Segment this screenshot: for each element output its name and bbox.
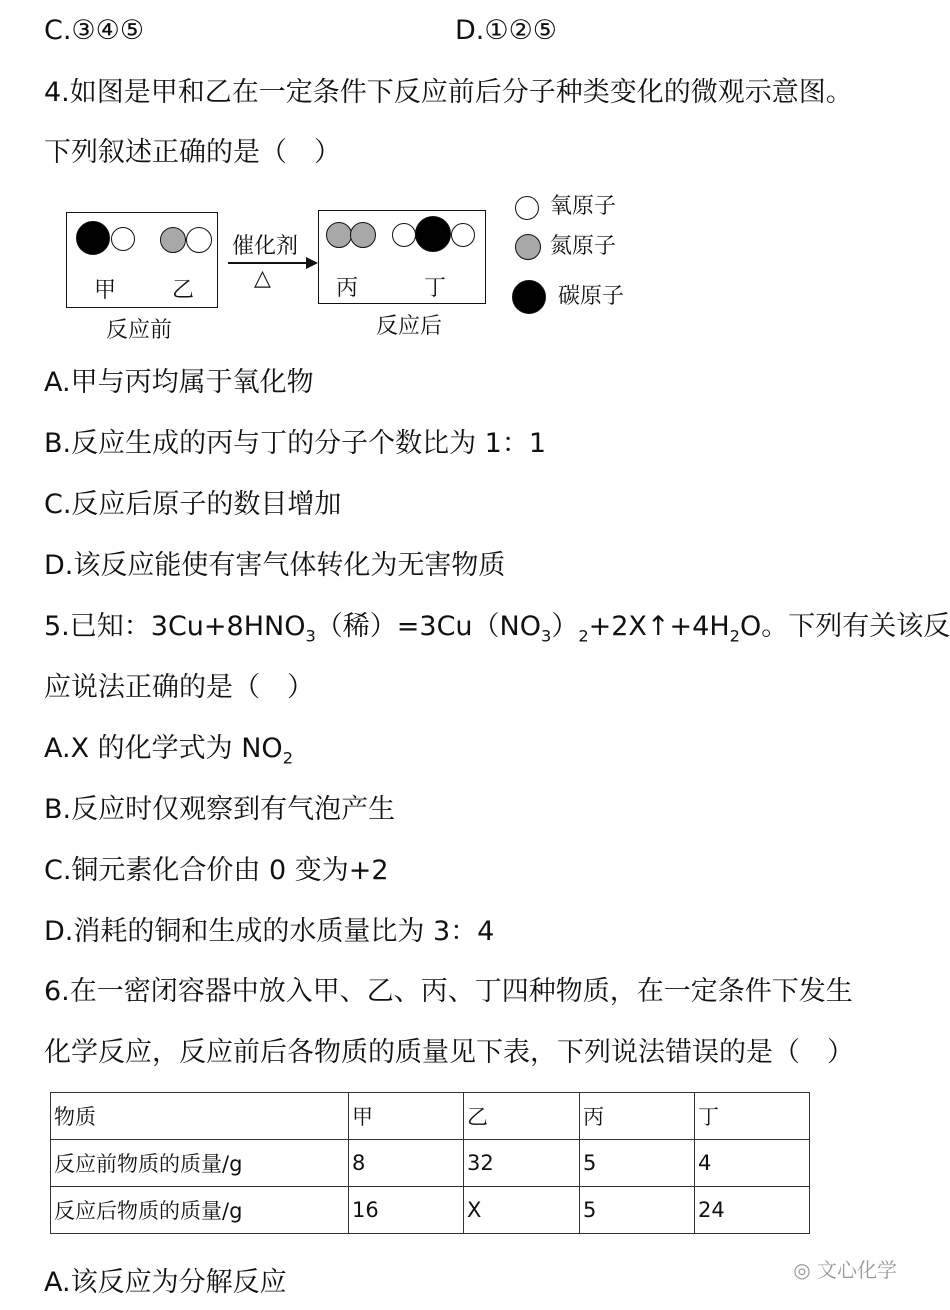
nitrogen-atom — [326, 222, 352, 248]
table-cell: 反应前物质的质量/g — [51, 1140, 349, 1187]
q6-option-a: A.该反应为分解反应 — [44, 1267, 287, 1298]
legend-carbon-label: 碳原子 — [558, 284, 625, 309]
carbon-atom — [415, 216, 451, 252]
table-cell: 丁 — [695, 1093, 810, 1140]
reaction-arrow — [228, 262, 308, 264]
table-cell: 16 — [349, 1187, 464, 1234]
label-before: 反应前 — [106, 318, 173, 343]
q4-stem-line1: 4.如图是甲和乙在一定条件下反应前后分子种类变化的微观示意图。 — [44, 77, 853, 108]
q5-option-c: C.铜元素化合价由 0 变为+2 — [44, 855, 389, 886]
reaction-diagram — [60, 190, 680, 350]
table-cell: 5 — [580, 1187, 695, 1234]
q5-option-a: A.X 的化学式为 $NO_2$ — [44, 733, 294, 768]
oxygen-atom — [392, 223, 416, 247]
table-cell: 乙 — [464, 1093, 580, 1140]
table-row — [51, 1140, 810, 1187]
q4-option-a: A.甲与丙均属于氧化物 — [44, 367, 314, 398]
table-cell: 甲 — [349, 1093, 464, 1140]
table-cell: 丙 — [580, 1093, 695, 1140]
nitrogen-atom — [350, 222, 376, 248]
oxygen-atom — [186, 227, 212, 253]
oxygen-atom — [111, 227, 135, 251]
label-bing: 丙 — [336, 276, 359, 301]
q5-option-b: B.反应时仅观察到有气泡产生 — [44, 794, 396, 825]
q5-option-d: D.消耗的铜和生成的水质量比为 3：4 — [44, 916, 495, 947]
q4-option-d: D.该反应能使有害气体转化为无害物质 — [44, 550, 506, 581]
table-cell: 4 — [695, 1140, 810, 1187]
table-cell: X — [464, 1187, 580, 1234]
q4-stem-line2: 下列叙述正确的是（ ） — [44, 137, 341, 168]
mass-table — [50, 1092, 810, 1234]
table-cell: 物质 — [51, 1093, 349, 1140]
catalyst-label: 催化剂 — [232, 234, 299, 259]
table-row — [51, 1187, 810, 1234]
legend-oxygen-label: 氧原子 — [550, 194, 617, 219]
table-cell: 32 — [464, 1140, 580, 1187]
legend-nitrogen-label: 氮原子 — [550, 234, 617, 259]
q4-option-b: B.反应生成的丙与丁的分子个数比为 1：1 — [44, 428, 547, 459]
q6-stem-line1: 6.在一密闭容器中放入甲、乙、丙、丁四种物质，在一定条件下发生 — [44, 976, 853, 1007]
q4-option-c: C.反应后原子的数目增加 — [44, 489, 342, 520]
q5-stem-line2: 应说法正确的是（ ） — [44, 672, 314, 703]
q5-stem-line1: 5.已知：$3Cu+8HNO_3$（稀）$=3Cu(NO_3)_2+2X↑+4H_2O$。下列有关该反 — [44, 611, 950, 646]
label-after: 反应后 — [376, 314, 443, 339]
legend-nitrogen-icon — [515, 234, 541, 260]
arrow-head-icon — [306, 257, 318, 269]
oxygen-atom — [451, 223, 475, 247]
q6-stem-line2: 化学反应，反应前后各物质的质量见下表，下列说法错误的是（ ） — [44, 1037, 854, 1068]
legend-oxygen-icon — [515, 196, 539, 220]
table-cell: 反应后物质的质量/g — [51, 1187, 349, 1234]
table-cell: 24 — [695, 1187, 810, 1234]
label-ding: 丁 — [424, 276, 447, 301]
legend-carbon-icon — [512, 280, 546, 314]
label-jia: 甲 — [94, 278, 117, 303]
q3-option-c: C.③④⑤ — [44, 15, 145, 46]
watermark: ◎ 文心化学 — [793, 1258, 897, 1282]
table-row — [51, 1093, 810, 1140]
heat-symbol: △ — [254, 266, 271, 291]
nitrogen-atom — [160, 227, 186, 253]
table-cell: 8 — [349, 1140, 464, 1187]
table-cell: 5 — [580, 1140, 695, 1187]
carbon-atom — [76, 221, 110, 255]
label-yi: 乙 — [172, 278, 195, 303]
wechat-icon: ◎ — [793, 1258, 817, 1282]
q3-option-d: D.①②⑤ — [455, 15, 557, 46]
